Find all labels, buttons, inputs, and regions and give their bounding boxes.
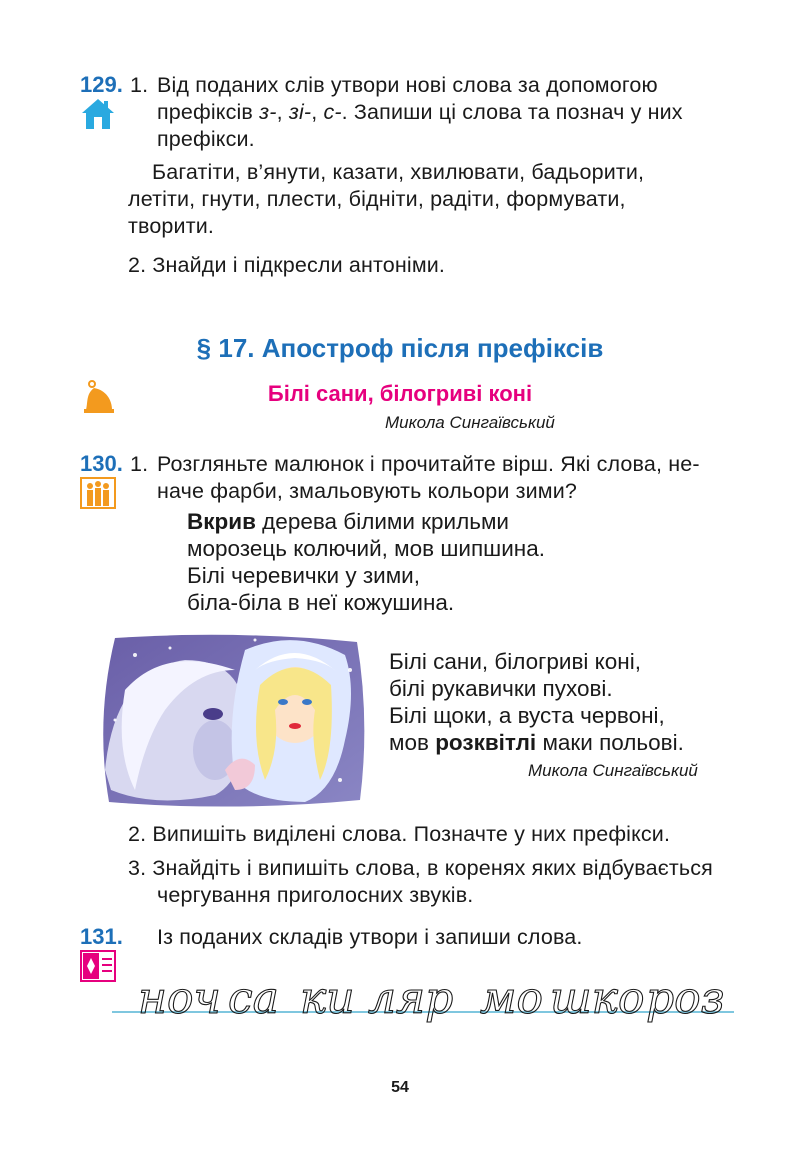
cursive-syllables (110, 975, 740, 1045)
stanza2-line2: білі рукавички пухові. (389, 676, 613, 701)
ex130-task1-prefix: 1. (130, 452, 149, 476)
syllable: ляр (368, 975, 454, 1024)
sep2: , (311, 100, 324, 124)
ex129-task1-prefix: 1. (130, 73, 149, 97)
stanza2-line4 (389, 729, 684, 756)
group-icon (80, 477, 116, 509)
poem-author: Микола Сингаївський (528, 761, 698, 780)
stanza1-line3: Білі черевички у зими, (187, 563, 420, 588)
home-icon (80, 97, 116, 131)
ex129-line2-b: . Запиши ці слова та познач у них (341, 100, 683, 124)
stanza1-line1 (187, 508, 509, 535)
page-number: 54 (391, 1079, 409, 1096)
ex130-task3-line1: 3. Знайдіть і випишіть слова, в коренях яких відбувається (128, 856, 713, 880)
stanza2-line4-a: мов (389, 730, 436, 755)
winter-illustration (95, 630, 370, 810)
ex129-task1-line3: префікси. (157, 127, 255, 151)
ex129-line2-a: префіксів (157, 100, 260, 124)
stanza1-line1-rest: дерева білими крильми (255, 509, 509, 534)
syllable: мо (480, 975, 543, 1024)
ex131-task: Із поданих складів утвори і запиши слова. (157, 925, 583, 949)
syllable: са (228, 975, 279, 1024)
poem-title-author: Микола Сингаївський (385, 413, 555, 432)
stanza1-line2: морозець колючий, мов шипшина. (187, 536, 545, 561)
stanza2-line1: Білі сани, білогриві коні, (389, 649, 641, 674)
exercise-number-131: 131. (80, 924, 123, 949)
prefix-zi: зі- (288, 100, 312, 124)
highlight-word-rozkvitli: розквітлі (435, 730, 537, 755)
stanza1-line4: біла-біла в неї кожушина. (187, 590, 455, 615)
ex130-task1-line1: Розгляньте малюнок і прочитайте вірш. Які слова, не- (157, 452, 700, 476)
ex129-words-line2: летіти, гнути, плести, бідніти, радіти, формувати, (128, 187, 626, 211)
syllable: ки (300, 975, 355, 1024)
prefix-z: з- (259, 100, 277, 124)
ex129-task1-line2 (157, 97, 683, 127)
stanza2-line3: Білі щоки, а вуста червоні, (389, 703, 665, 728)
exercise-number-129: 129. (80, 72, 123, 97)
section-heading: § 17. Апостроф після префіксів (196, 333, 604, 363)
ex129-task2: 2. Знайди і підкресли антоніми. (128, 253, 446, 277)
exercise-number-130: 130. (80, 451, 123, 476)
highlight-word-vkryv: Вкрив (187, 509, 256, 534)
poem-title: Білі сани, білогриві коні (267, 381, 533, 406)
ex130-task2: 2. Випишіть виділені слова. Позначте у них префікси. (128, 822, 671, 846)
ex129-task1-line1: Від поданих слів утвори нові слова за допомогою (157, 73, 658, 97)
syllable: роз (646, 975, 725, 1024)
stanza2-line4-b: маки польові. (536, 730, 684, 755)
ex130-task1-line2: наче фарби, змальовують кольори зими? (157, 479, 577, 503)
syllable: ноч (138, 975, 221, 1024)
sep1: , (276, 100, 289, 124)
ex130-task3-line2: чергування приголосних звуків. (157, 883, 474, 907)
ex129-words-line3: творити. (128, 214, 214, 238)
prefix-s: с- (323, 100, 342, 124)
ex129-words-line1: Багатіти, в’янути, казати, хвилювати, бадьорити, (152, 160, 645, 184)
syllable: шко (550, 975, 645, 1024)
